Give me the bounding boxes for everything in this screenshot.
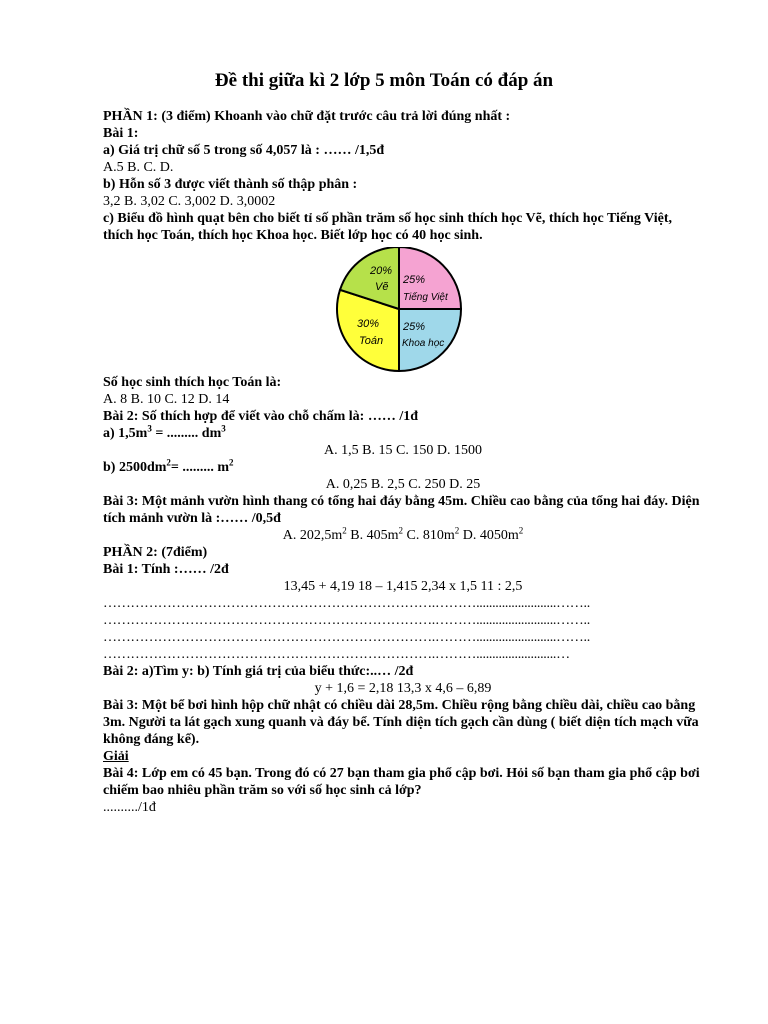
- part1-question-a-choices: A.5 B. C. D.: [103, 160, 174, 175]
- part1-question-c-choices: A. 8 B. 10 C. 12 D. 14: [103, 392, 230, 407]
- part1-bai2-a: a) $1,5m^3$ = ......... $dm^3$: [103, 423, 226, 441]
- bai3-choice-b: B. 405m: [346, 528, 399, 543]
- part2-bai1-expressions: 13,45 + 4,19 18 – 1,415 2,34 x 1,5 11 : 2,5: [283, 579, 523, 594]
- part2-giai: Giải: [103, 749, 129, 764]
- bai2-a-pre: a) 1,5m: [103, 426, 148, 441]
- part1-question-b-choices: 3,2 B. 3,02 C. 3,002 D. 3,0002: [103, 194, 276, 209]
- part1-bai1: Bài 1:: [103, 126, 139, 141]
- part2-bai3: Bài 3: Một bể bơi hình hộp chữ nhật có chiều dài 28,5m. Chiều rộng bằng chiều dài, chiều cao bằng 3m. Người ta lát gạch xung quanh và đáy bể. Tính diện tích gạch cần dùng ( biết diện tích mạch vữa không đáng kể).: [103, 698, 699, 747]
- pie-label-tieng-viet-pct: 25%: [403, 274, 426, 286]
- part1-bai3-choices: A. $202,5m^2$ B. $405m^2$ C. $810m^2$ D. $4050m^2$: [282, 525, 524, 543]
- part1-bai2-a-choices: A. 1,5 B. 15 C. 150 D. 1500: [324, 443, 482, 458]
- bai2-a-mid: = ......... dm: [151, 426, 222, 441]
- part1-question-c: c) Biểu đồ hình quạt bên cho biết tỉ số phần trăm số học sinh thích học Vẽ, thích học Tiếng Việt, thích học Toán, thích học Khoa học. Biết lớp học có 40 học sinh.: [103, 211, 673, 243]
- bai3-choice-a: A. 202,5m: [282, 528, 343, 543]
- pie-label-khoa-hoc: Khoa học: [402, 338, 445, 349]
- pie-label-tieng-viet: Tiếng Việt: [403, 292, 448, 303]
- bai3-choice-d: D. 4050m: [459, 528, 519, 543]
- pie-label-khoa-hoc-pct: 25%: [403, 321, 426, 333]
- answer-dotted-line-3: ……………………………………………………………….……….........................……..: [103, 630, 590, 645]
- part1-bai2: Bài 2: Số thích hợp để viết vào chỗ chấm là: …… /1đ: [103, 409, 418, 424]
- pie-chart-svg: [333, 247, 468, 373]
- answer-dotted-line-2: ……………………………………………………………….……….........................……..: [103, 613, 590, 628]
- page-title: Đề thi giữa kì 2 lớp 5 môn Toán có đáp án: [214, 70, 554, 91]
- part2-bai2: Bài 2: a)Tìm y: b) Tính giá trị của biểu thức:..… /2đ: [103, 664, 414, 679]
- pie-chart: [103, 244, 703, 374]
- bai2-b-pre: b) 2500dm: [103, 460, 167, 475]
- part1-bai3: Bài 3: Một mảnh vườn hình thang có tổng hai đáy bằng 45m. Chiều cao bằng của tổng hai đáy. Diện tích mảnh vườn là :…… /0,5đ: [103, 494, 700, 526]
- part1-bai2-b: b) $2500dm^2=$ ......... $m^2$: [103, 457, 234, 475]
- part1-bai2-b-choices: A. 0,25 B. 2,5 C. 250 D. 25: [325, 477, 481, 492]
- document-body: [103, 108, 703, 816]
- pie-label-ve-pct: 20%: [370, 265, 393, 277]
- pie-label-ve: Vẽ: [375, 281, 389, 293]
- part2-bai4-score: ........../1đ: [103, 800, 156, 815]
- part1-question-a: a) Giá trị chữ số 5 trong số 4,057 là : …… /1,5đ: [103, 143, 385, 158]
- bai3-choice-c: C. 810m: [403, 528, 455, 543]
- part1-heading: PHẦN 1: (3 điểm) Khoanh vào chữ đặt trước câu trả lời đúng nhất :: [103, 109, 511, 124]
- part2-bai1: Bài 1: Tính :…… /2đ: [103, 562, 229, 577]
- pie-label-toan: Toán: [359, 335, 384, 347]
- answer-dotted-line-4: ……………………………………………………………….……….........................…: [103, 647, 570, 662]
- part1-question-b: b) Hỗn số 3 được viết thành số thập phân :: [103, 177, 358, 192]
- part1-question-c-prompt: Số học sinh thích học Toán là:: [103, 375, 282, 390]
- pie-label-toan-pct: 30%: [357, 318, 380, 330]
- part2-bai2-expressions: y + 1,6 = 2,18 13,3 x 4,6 – 6,89: [314, 681, 492, 696]
- part2-heading: PHẦN 2: (7điểm): [103, 545, 208, 560]
- bai2-b-mid: = ......... m: [170, 460, 230, 475]
- answer-dotted-line-1: ……………………………………………………………….……….........................……..: [103, 596, 590, 611]
- part2-bai4: Bài 4: Lớp em có 45 bạn. Trong đó có 27 bạn tham gia phổ cập bơi. Hỏi số bạn tham gia phổ cập bơi chiếm bao nhiêu phần trăm so với số học sinh cả lớp?: [103, 766, 700, 798]
